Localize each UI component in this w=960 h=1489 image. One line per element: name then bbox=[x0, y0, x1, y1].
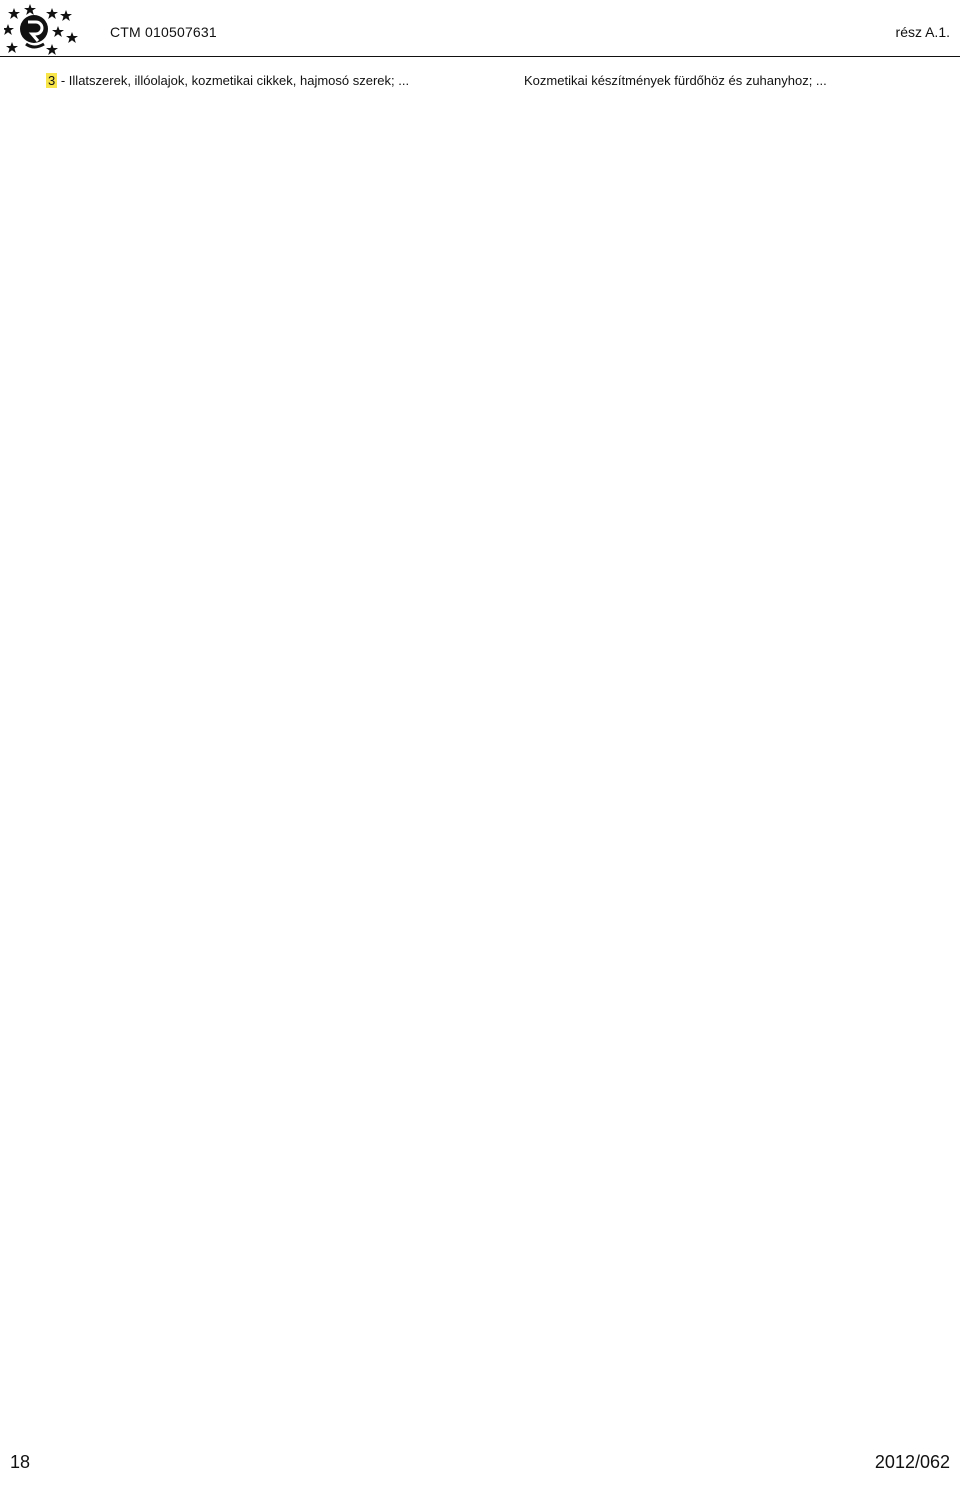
left-column-text: - Illatszerek, illóolajok, kozmetikai cikkek, hajmosó szerek; ... bbox=[60, 73, 410, 88]
oami-logo-icon bbox=[4, 2, 80, 56]
left-column bbox=[46, 72, 432, 90]
header-rule bbox=[0, 56, 960, 57]
page-header bbox=[0, 0, 960, 58]
right-column-text: Kozmetikai készítmények fürdőhöz és zuhanyhoz; ... bbox=[524, 73, 827, 88]
issue-number: 2012/062 bbox=[874, 1452, 950, 1472]
class-number: 3 bbox=[48, 73, 56, 88]
right-column bbox=[524, 72, 912, 90]
page-number: 18 bbox=[10, 1452, 31, 1472]
part-label: rész A.1. bbox=[895, 24, 950, 40]
document-reference: CTM 010507631 bbox=[110, 24, 217, 40]
